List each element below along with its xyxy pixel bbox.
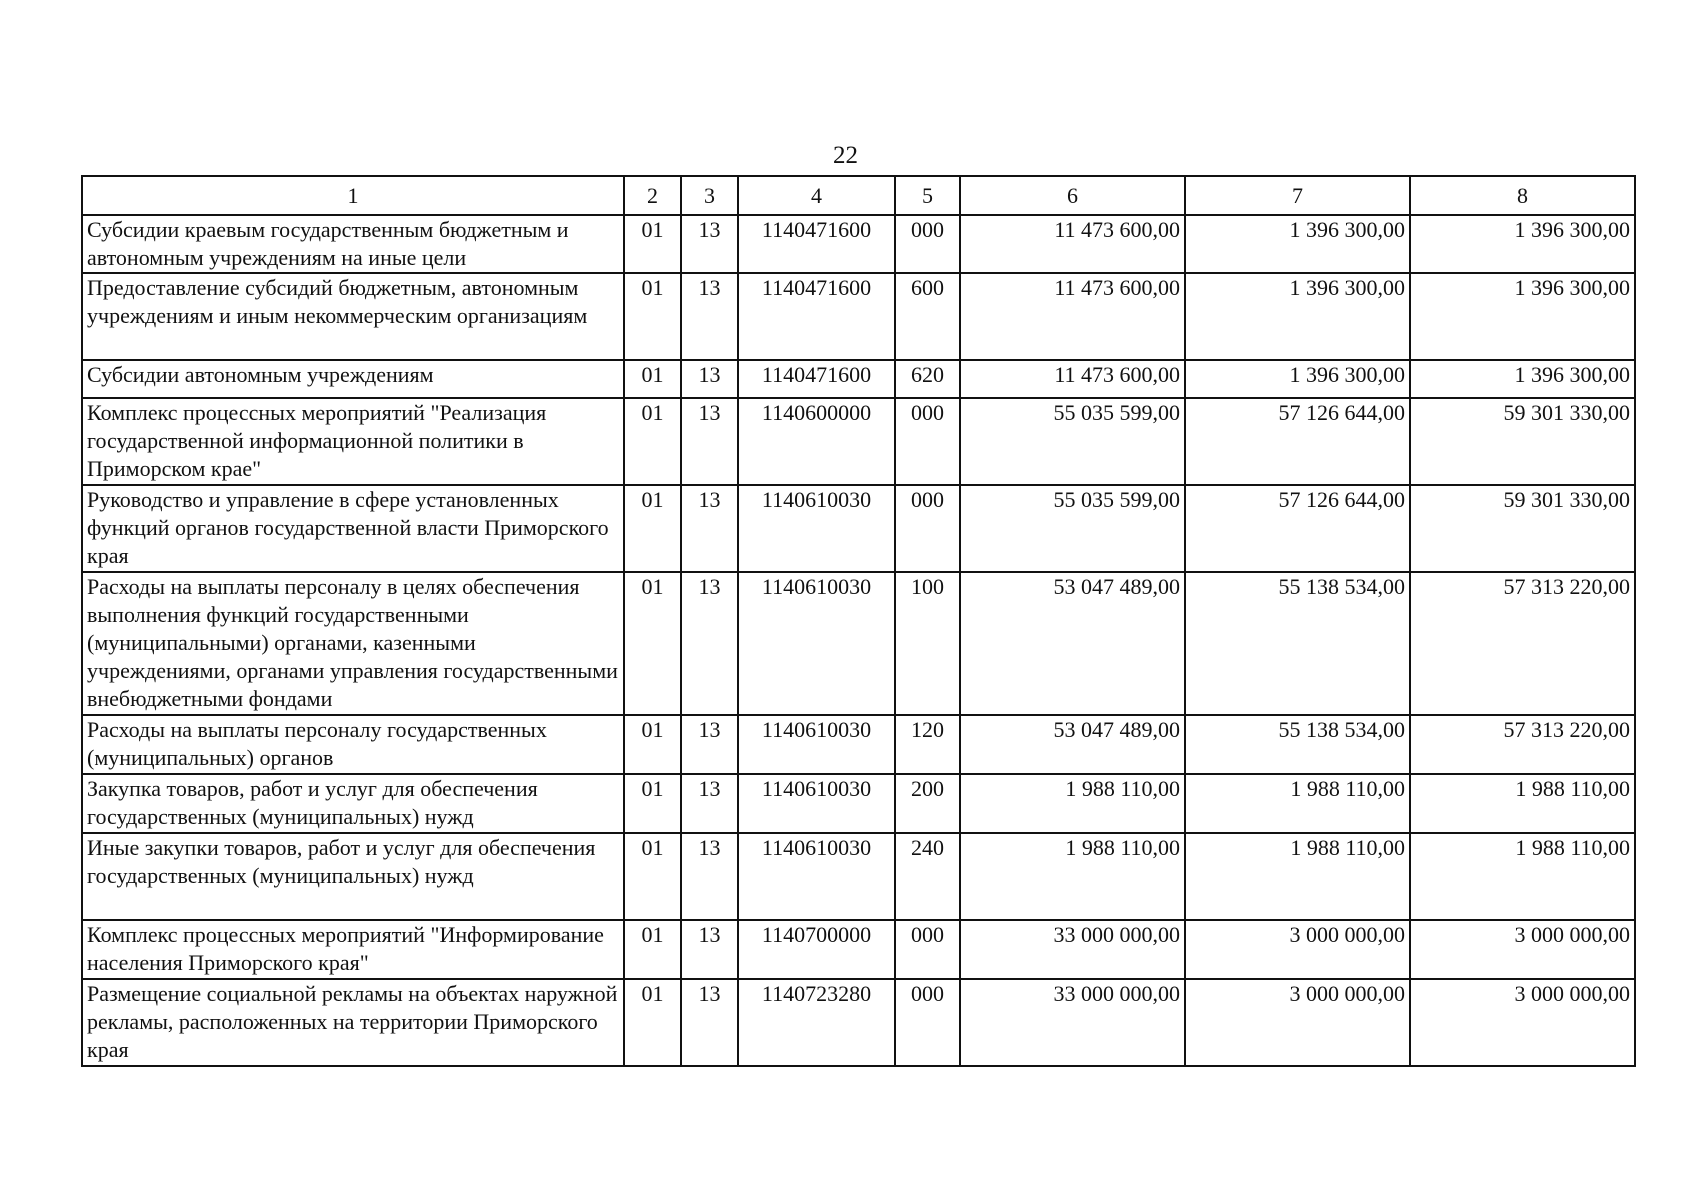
target-article-code: 1140610030 [738, 715, 895, 774]
row-name: Комплекс процессных мероприятий "Информирование населения Приморского края" [82, 920, 624, 979]
subsection-code: 13 [681, 833, 738, 920]
section-code: 01 [624, 398, 681, 485]
section-code: 01 [624, 920, 681, 979]
target-article-code: 1140471600 [738, 215, 895, 273]
amount-col-7: 55 138 534,00 [1185, 572, 1410, 715]
subsection-code: 13 [681, 920, 738, 979]
target-article-code: 1140610030 [738, 833, 895, 920]
section-code: 01 [624, 360, 681, 398]
amount-col-8: 1 988 110,00 [1410, 833, 1635, 920]
target-article-code: 1140471600 [738, 360, 895, 398]
amount-col-7: 1 988 110,00 [1185, 833, 1410, 920]
target-article-code: 1140700000 [738, 920, 895, 979]
table-row [82, 572, 1635, 715]
target-article-code: 1140610030 [738, 774, 895, 833]
amount-col-8: 1 396 300,00 [1410, 360, 1635, 398]
section-code: 01 [624, 774, 681, 833]
amount-col-7: 3 000 000,00 [1185, 920, 1410, 979]
column-header-4: 4 [738, 176, 895, 215]
column-header-3: 3 [681, 176, 738, 215]
amount-col-6: 11 473 600,00 [960, 215, 1185, 273]
amount-col-6: 55 035 599,00 [960, 398, 1185, 485]
table-row [82, 215, 1635, 273]
subsection-code: 13 [681, 273, 738, 360]
target-article-code: 1140610030 [738, 572, 895, 715]
row-name: Иные закупки товаров, работ и услуг для обеспечения государственных (муниципальных) нужд [82, 833, 624, 920]
amount-col-8: 3 000 000,00 [1410, 920, 1635, 979]
amount-col-6: 1 988 110,00 [960, 833, 1185, 920]
amount-col-6: 11 473 600,00 [960, 273, 1185, 360]
table-row [82, 979, 1635, 1066]
amount-col-6: 55 035 599,00 [960, 485, 1185, 572]
column-header-1: 1 [82, 176, 624, 215]
amount-col-6: 11 473 600,00 [960, 360, 1185, 398]
table-body [82, 215, 1635, 1066]
target-article-code: 1140723280 [738, 979, 895, 1066]
row-name: Расходы на выплаты персоналу государственных (муниципальных) органов [82, 715, 624, 774]
section-code: 01 [624, 273, 681, 360]
amount-col-8: 59 301 330,00 [1410, 398, 1635, 485]
target-article-code: 1140471600 [738, 273, 895, 360]
amount-col-8: 59 301 330,00 [1410, 485, 1635, 572]
amount-col-8: 57 313 220,00 [1410, 572, 1635, 715]
column-header-8: 8 [1410, 176, 1635, 215]
subsection-code: 13 [681, 774, 738, 833]
section-code: 01 [624, 485, 681, 572]
table-row [82, 774, 1635, 833]
column-header-2: 2 [624, 176, 681, 215]
amount-col-6: 1 988 110,00 [960, 774, 1185, 833]
target-article-code: 1140610030 [738, 485, 895, 572]
amount-col-8: 57 313 220,00 [1410, 715, 1635, 774]
subsection-code: 13 [681, 715, 738, 774]
subsection-code: 13 [681, 979, 738, 1066]
table-row [82, 715, 1635, 774]
section-code: 01 [624, 979, 681, 1066]
expense-type-code: 200 [895, 774, 960, 833]
row-name: Руководство и управление в сфере установленных функций органов государственной власти Приморского края [82, 485, 624, 572]
amount-col-6: 53 047 489,00 [960, 572, 1185, 715]
table-header [82, 176, 1635, 215]
subsection-code: 13 [681, 572, 738, 715]
expense-type-code: 000 [895, 398, 960, 485]
amount-col-7: 3 000 000,00 [1185, 979, 1410, 1066]
column-header-6: 6 [960, 176, 1185, 215]
amount-col-8: 3 000 000,00 [1410, 979, 1635, 1066]
amount-col-8: 1 396 300,00 [1410, 273, 1635, 360]
table-row [82, 485, 1635, 572]
column-header-7: 7 [1185, 176, 1410, 215]
table-row [82, 833, 1635, 920]
expense-type-code: 000 [895, 485, 960, 572]
table-row [82, 920, 1635, 979]
table-row [82, 360, 1635, 398]
amount-col-6: 33 000 000,00 [960, 920, 1185, 979]
amount-col-7: 57 126 644,00 [1185, 398, 1410, 485]
amount-col-7: 1 396 300,00 [1185, 215, 1410, 273]
subsection-code: 13 [681, 398, 738, 485]
row-name: Субсидии автономным учреждениям [82, 360, 624, 398]
amount-col-7: 57 126 644,00 [1185, 485, 1410, 572]
section-code: 01 [624, 715, 681, 774]
amount-col-7: 1 396 300,00 [1185, 360, 1410, 398]
amount-col-7: 1 988 110,00 [1185, 774, 1410, 833]
section-code: 01 [624, 572, 681, 715]
amount-col-8: 1 988 110,00 [1410, 774, 1635, 833]
subsection-code: 13 [681, 485, 738, 572]
amount-col-8: 1 396 300,00 [1410, 215, 1635, 273]
amount-col-6: 53 047 489,00 [960, 715, 1185, 774]
expense-type-code: 240 [895, 833, 960, 920]
subsection-code: 13 [681, 215, 738, 273]
expense-type-code: 000 [895, 920, 960, 979]
table-row [82, 398, 1635, 485]
expense-type-code: 100 [895, 572, 960, 715]
subsection-code: 13 [681, 360, 738, 398]
row-name: Размещение социальной рекламы на объектах наружной рекламы, расположенных на территории Приморского края [82, 979, 624, 1066]
amount-col-6: 33 000 000,00 [960, 979, 1185, 1066]
row-name: Субсидии краевым государственным бюджетным и автономным учреждениям на иные цели [82, 215, 624, 273]
header-row [82, 176, 1635, 215]
page-number: 22 [833, 142, 858, 169]
expense-type-code: 120 [895, 715, 960, 774]
table-row [82, 273, 1635, 360]
amount-col-7: 55 138 534,00 [1185, 715, 1410, 774]
row-name: Комплекс процессных мероприятий "Реализация государственной информационной политики в Приморском крае" [82, 398, 624, 485]
expense-type-code: 620 [895, 360, 960, 398]
expense-type-code: 000 [895, 979, 960, 1066]
section-code: 01 [624, 215, 681, 273]
expense-type-code: 600 [895, 273, 960, 360]
section-code: 01 [624, 833, 681, 920]
row-name: Предоставление субсидий бюджетным, автономным учреждениям и иным некоммерческим организациям [82, 273, 624, 360]
expense-type-code: 000 [895, 215, 960, 273]
budget-table [81, 175, 1636, 1067]
target-article-code: 1140600000 [738, 398, 895, 485]
column-header-5: 5 [895, 176, 960, 215]
amount-col-7: 1 396 300,00 [1185, 273, 1410, 360]
row-name: Расходы на выплаты персоналу в целях обеспечения выполнения функций государственными (муниципальными) органами, казенными учреждениями, органами управления государственными внебюджетными фондами [82, 572, 624, 715]
row-name: Закупка товаров, работ и услуг для обеспечения государственных (муниципальных) нужд [82, 774, 624, 833]
